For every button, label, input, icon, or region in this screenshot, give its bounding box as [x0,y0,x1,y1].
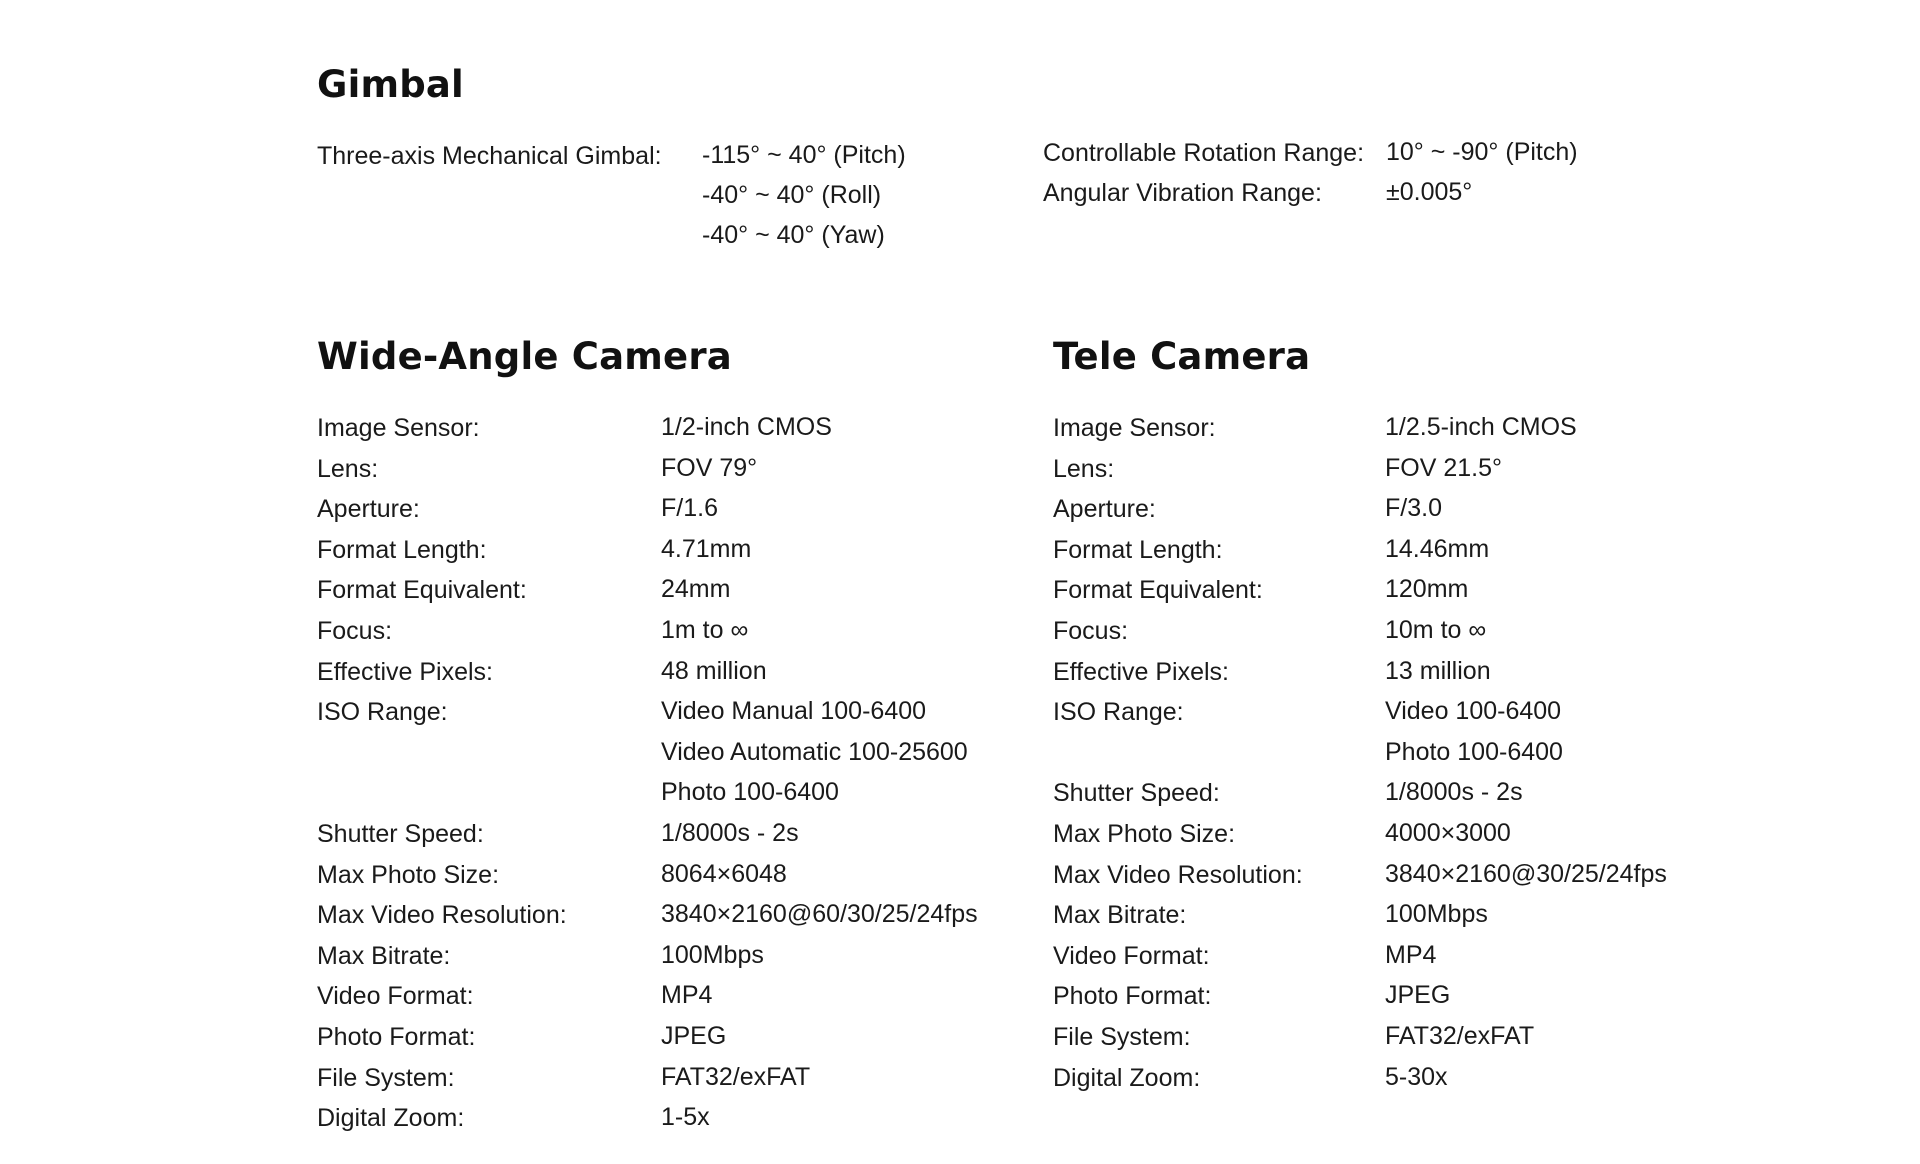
spec-row [317,855,1037,895]
spec-label: Format Length: [317,535,487,564]
spec-label: Max Video Resolution: [317,901,567,930]
spec-label: Max Bitrate: [1053,901,1187,930]
spec-row [1053,895,1773,935]
spec-value: 48 million [661,656,767,685]
tele-camera-heading: Tele Camera [1053,335,1311,378]
spec-row [1053,936,1773,976]
spec-label: Aperture: [1053,495,1156,524]
spec-value: FOV 21.5° [1385,453,1502,482]
spec-row-gimbal-roll [317,176,1017,216]
spec-label: File System: [317,1063,455,1092]
spec-row [1053,530,1773,570]
spec-value: JPEG [661,1022,727,1050]
gimbal-heading: Gimbal [317,63,464,106]
spec-label: Video Format: [317,982,474,1011]
spec-value: FAT32/exFAT [1385,1022,1535,1050]
spec-value: Video Manual 100-6400 [661,697,927,726]
spec-value: F/3.0 [1385,494,1442,523]
spec-label: Photo Format: [317,1023,476,1051]
spec-label: Format Equivalent: [1053,576,1263,605]
spec-row [1053,611,1773,651]
spec-row [1053,773,1773,813]
spec-value: 3840×2160@30/25/24fps [1385,859,1667,888]
spec-label: Max Photo Size: [317,860,500,889]
spec-label: Lens: [317,454,379,483]
wide-angle-camera-heading: Wide-Angle Camera [317,335,732,378]
spec-row [317,570,1037,610]
spec-value: 5-30x [1385,1062,1448,1091]
spec-row-controllable-rotation [1043,133,1743,173]
spec-label: Shutter Speed: [1053,779,1220,808]
spec-label: Focus: [1053,617,1129,645]
spec-value: ±0.005° [1386,178,1473,206]
spec-label: File System: [1053,1023,1191,1051]
spec-label: Three-axis Mechanical Gimbal: [317,142,662,170]
spec-row [317,652,1037,692]
spec-row-three-axis-gimbal [317,136,1017,176]
spec-row [317,611,1037,651]
spec-row [1053,408,1773,448]
spec-row [317,814,1037,854]
spec-label: Max Bitrate: [317,941,451,970]
spec-value: 10m to ∞ [1385,616,1487,644]
spec-row [317,1017,1037,1057]
spec-label: Shutter Speed: [317,820,484,848]
spec-value: -40° ~ 40° (Roll) [702,181,882,209]
spec-value: JPEG [1385,981,1451,1010]
spec-label: Lens: [1053,454,1115,483]
spec-value: Photo 100-6400 [661,778,839,807]
spec-value: 13 million [1385,656,1491,685]
spec-row [1053,570,1773,610]
spec-label: Digital Zoom: [1053,1063,1201,1092]
spec-value: 120mm [1385,575,1469,604]
spec-row [317,408,1037,448]
spec-row [317,733,1037,773]
spec-row [317,976,1037,1016]
spec-row [317,895,1037,935]
spec-label: Effective Pixels: [1053,657,1230,686]
spec-label: Focus: [317,617,393,645]
spec-value: MP4 [661,981,713,1010]
spec-value: 4000×3000 [1385,819,1511,847]
spec-label: ISO Range: [317,698,448,727]
spec-row [1053,976,1773,1016]
spec-row [1053,1017,1773,1057]
spec-value: -40° ~ 40° (Yaw) [702,221,885,249]
spec-row [317,489,1037,529]
spec-label: Format Equivalent: [317,576,527,605]
spec-label: Image Sensor: [1053,414,1216,442]
spec-label: Controllable Rotation Range: [1043,139,1365,167]
spec-value: MP4 [1385,940,1437,969]
spec-row [1053,449,1773,489]
spec-value: 8064×6048 [661,859,787,888]
spec-value: Video 100-6400 [1385,697,1562,726]
spec-label: Max Photo Size: [1053,820,1236,848]
spec-label: Effective Pixels: [317,657,494,686]
spec-value: Video Automatic 100-25600 [661,737,968,766]
spec-label: Photo Format: [1053,982,1212,1011]
spec-row [1053,1058,1773,1098]
spec-value: 1m to ∞ [661,616,749,644]
spec-label: Video Format: [1053,941,1210,970]
spec-label: Max Video Resolution: [1053,860,1303,889]
spec-value: 1/8000s - 2s [661,819,799,847]
spec-label: Aperture: [317,495,420,524]
spec-row [317,449,1037,489]
spec-value: FOV 79° [661,453,758,482]
spec-value: -115° ~ 40° (Pitch) [702,141,906,169]
spec-value: 1/2-inch CMOS [661,413,832,441]
spec-label: ISO Range: [1053,698,1184,727]
spec-value: Photo 100-6400 [1385,737,1563,766]
spec-row [317,1058,1037,1098]
spec-label: Format Length: [1053,535,1223,564]
spec-value: 100Mbps [1385,900,1488,929]
spec-value: 3840×2160@60/30/25/24fps [661,900,978,929]
spec-row [317,936,1037,976]
spec-row-gimbal-yaw [317,216,1017,256]
spec-row [1053,692,1773,732]
spec-value: 4.71mm [661,534,752,563]
spec-row [317,773,1037,813]
spec-value: FAT32/exFAT [661,1062,811,1091]
spec-row [1053,855,1773,895]
spec-row [317,692,1037,732]
spec-label: Digital Zoom: [317,1104,465,1133]
spec-value: 10° ~ -90° (Pitch) [1386,138,1578,166]
spec-row [317,530,1037,570]
spec-value: F/1.6 [661,494,718,523]
spec-row [1053,489,1773,529]
spec-value: 1-5x [661,1103,710,1132]
spec-row-angular-vibration [1043,173,1743,213]
spec-value: 1/8000s - 2s [1385,778,1523,807]
spec-label: Angular Vibration Range: [1043,179,1322,207]
spec-row [1053,652,1773,692]
spec-row [317,1098,1037,1138]
spec-value: 14.46mm [1385,534,1490,563]
spec-value: 1/2.5-inch CMOS [1385,413,1577,441]
spec-row [1053,814,1773,854]
spec-value: 24mm [661,575,731,604]
spec-row [1053,733,1773,773]
spec-value: 100Mbps [661,940,764,969]
spec-label: Image Sensor: [317,414,480,442]
